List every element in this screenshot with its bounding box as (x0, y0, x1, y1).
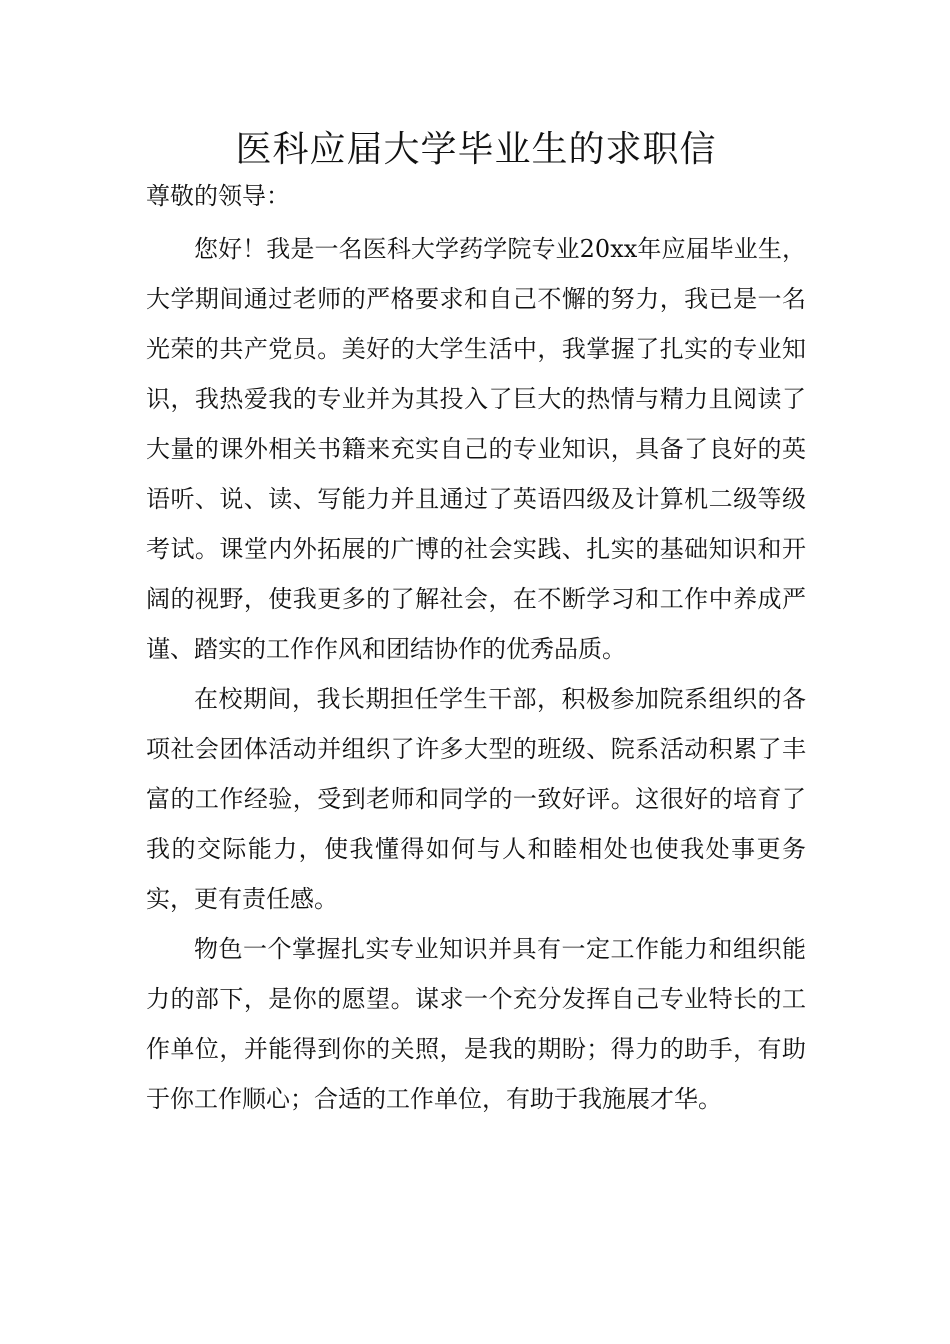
document-page (146, 128, 806, 1124)
paragraph-1: 您好！我是一名医科大学药学院专业20xx年应届毕业生，大学期间通过老师的严格要求和自己不懈的努力，我已是一名光荣的共产党员。美好的大学生活中，我掌握了扎实的专业知识，我热爱我的专业并为其投入了巨大的热情与精力且阅读了大量的课外相关书籍来充实自己的专业知识，具备了良好的英语听、说、读、写能力并且通过了英语四级及计算机二级等级考试。课堂内外拓展的广博的社会实践、扎实的基础知识和开阔的视野，使我更多的了解社会，在不断学习和工作中养成严谨、踏实的工作作风和团结协作的优秀品质。 (146, 235, 806, 663)
paragraph-2: 在校期间，我长期担任学生干部，积极参加院系组织的各项社会团体活动并组织了许多大型的班级、院系活动积累了丰富的工作经验，受到老师和同学的一致好评。这很好的培育了我的交际能力，使我懂得如何与人和睦相处也使我处事更务实，更有责任感。 (146, 685, 806, 913)
salutation: 尊敬的领导： (146, 182, 290, 210)
paragraph-3: 物色一个掌握扎实专业知识并具有一定工作能力和组织能力的部下，是你的愿望。谋求一个充分发挥自己专业特长的工作单位，并能得到你的关照，是我的期盼；得力的助手，有助于你工作顺心；合适的工作单位，有助于我施展才华。 (146, 935, 806, 1113)
document-title: 医科应届大学毕业生的求职信 (235, 129, 717, 170)
